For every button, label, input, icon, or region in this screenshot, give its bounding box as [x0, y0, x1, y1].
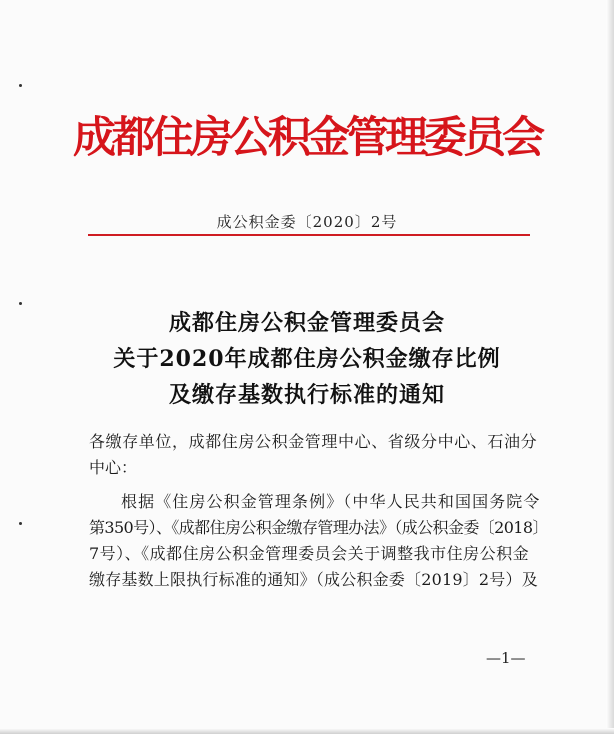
title-line-2: 关于2020年成都住房公积金缴存比例	[113, 346, 501, 372]
page-edge-shadow	[0, 728, 614, 734]
page-edge-shadow	[606, 0, 614, 734]
paragraph-line-1: 根据《住房公积金管理条例》（中华人民共和国国务院令	[121, 492, 541, 511]
document-masthead: 成都住房公积金管理委员会	[73, 113, 541, 163]
notice-title	[0, 305, 614, 413]
addressee-line-2: 中心：	[89, 458, 138, 477]
paragraph-line-4: 缴存基数上限执行标准的通知》（成公积金委〔2019〕2号）及	[89, 570, 538, 589]
red-divider-line	[88, 234, 530, 236]
document-number: 成公积金委〔2020〕2号	[216, 213, 398, 231]
binding-mark	[19, 84, 22, 87]
binding-mark	[19, 522, 22, 525]
paragraph-line-2: 第350号）、《成都住房公积金缴存管理办法》（成公积金委〔2018〕	[89, 518, 548, 537]
paragraph-line-3: 7号）、《成都住房公积金管理委员会关于调整我市住房公积金	[89, 544, 530, 563]
page-number: —1—	[486, 649, 526, 667]
title-line-1: 成都住房公积金管理委员会	[168, 310, 445, 336]
title-line-3: 及缴存基数执行标准的通知	[168, 382, 445, 408]
addressee-line-1: 各缴存单位，成都住房公积金管理中心、省级分中心、石油分	[89, 432, 538, 451]
